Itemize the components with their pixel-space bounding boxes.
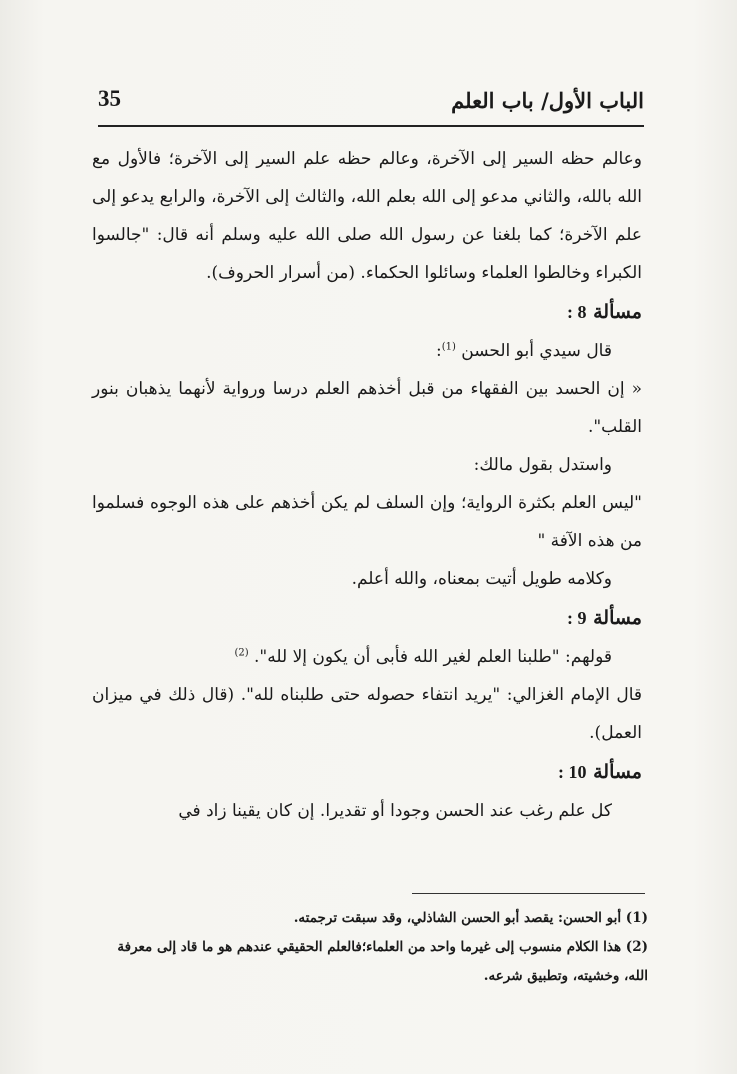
main-text <box>92 140 642 830</box>
paragraph-2-text: قال سيدي أبو الحسن <box>461 341 612 361</box>
paragraph-4: واستدل بقول مالك: <box>473 455 612 475</box>
paragraph-8: قال الإمام الغزالي: "يريد انتفاء حصوله حتى طلبناه لله". (قال ذلك في ميزان العمل). <box>92 685 642 743</box>
paragraph-2 <box>92 332 642 370</box>
heading-masala-9 <box>92 598 642 638</box>
heading-number: 8 : <box>566 302 587 322</box>
footnote-rule <box>412 893 645 894</box>
paragraph-9: كل علم رغب عند الحسن وجودا أو تقديرا. إن كان يقينا زاد في <box>178 801 612 821</box>
footnotes <box>96 904 648 991</box>
heading-number: 9 : <box>566 608 587 628</box>
running-header <box>98 86 644 122</box>
footnote-ref-2: (2) <box>234 647 249 659</box>
paragraph-7 <box>92 638 642 676</box>
heading-label: مسألة <box>593 761 642 783</box>
heading-masala-10 <box>92 752 642 792</box>
footnote-ref-1: (1) <box>441 341 456 353</box>
footnote-2: (2) هذا الكلام منسوب إلى غيرما واحد من العلماء؛فالعلم الحقيقي عندهم هو ما قاد إلى معرفة الله، وخشيته، وتطبيق شرعه. <box>117 939 648 984</box>
heading-label: مسألة <box>593 301 642 323</box>
heading-number: 10 : <box>557 762 587 782</box>
paragraph-3: « إن الحسد بين الفقهاء من قبل أخذهم العلم درسا ورواية لأنهما يذهبان بنور القلب". <box>92 379 642 437</box>
page-number: 35 <box>98 86 121 111</box>
paragraph-7-text: قولهم: "طلبنا العلم لغير الله فأبى أن يكون إلا لله". <box>254 647 612 667</box>
paragraph-1: وعالم حظه السير إلى الآخرة، وعالم حظه علم السير إلى الآخرة؛ فالأول مع الله بالله، والثاني مدعو إلى الله بعلم الله، والثالث إلى الآخرة، والرابع يدعو إلى علم الآخرة؛ كما بلغنا عن رسول الله صلى الله عليه وسلم أنه قال: "جالسوا الكبراء وخالطوا العلماء وسائلوا الحكماء. (من أسرار الحروف). <box>92 149 642 283</box>
paragraph-5: "ليس العلم بكثرة الرواية؛ وإن السلف لم يكن أخذهم على هذه الوجوه فسلموا من هذه الآفة " <box>92 493 642 551</box>
paragraph-2-colon: : <box>435 341 442 361</box>
header-rule <box>98 125 644 127</box>
chapter-title: الباب الأول/ باب العلم <box>451 88 644 113</box>
heading-masala-8 <box>92 292 642 332</box>
paragraph-6: وكلامه طويل أتيت بمعناه، والله أعلم. <box>351 569 612 589</box>
footnote-1: (1) أبو الحسن: يقصد أبو الحسن الشاذلي، وقد سبقت ترجمته. <box>293 910 648 926</box>
heading-label: مسألة <box>593 607 642 629</box>
